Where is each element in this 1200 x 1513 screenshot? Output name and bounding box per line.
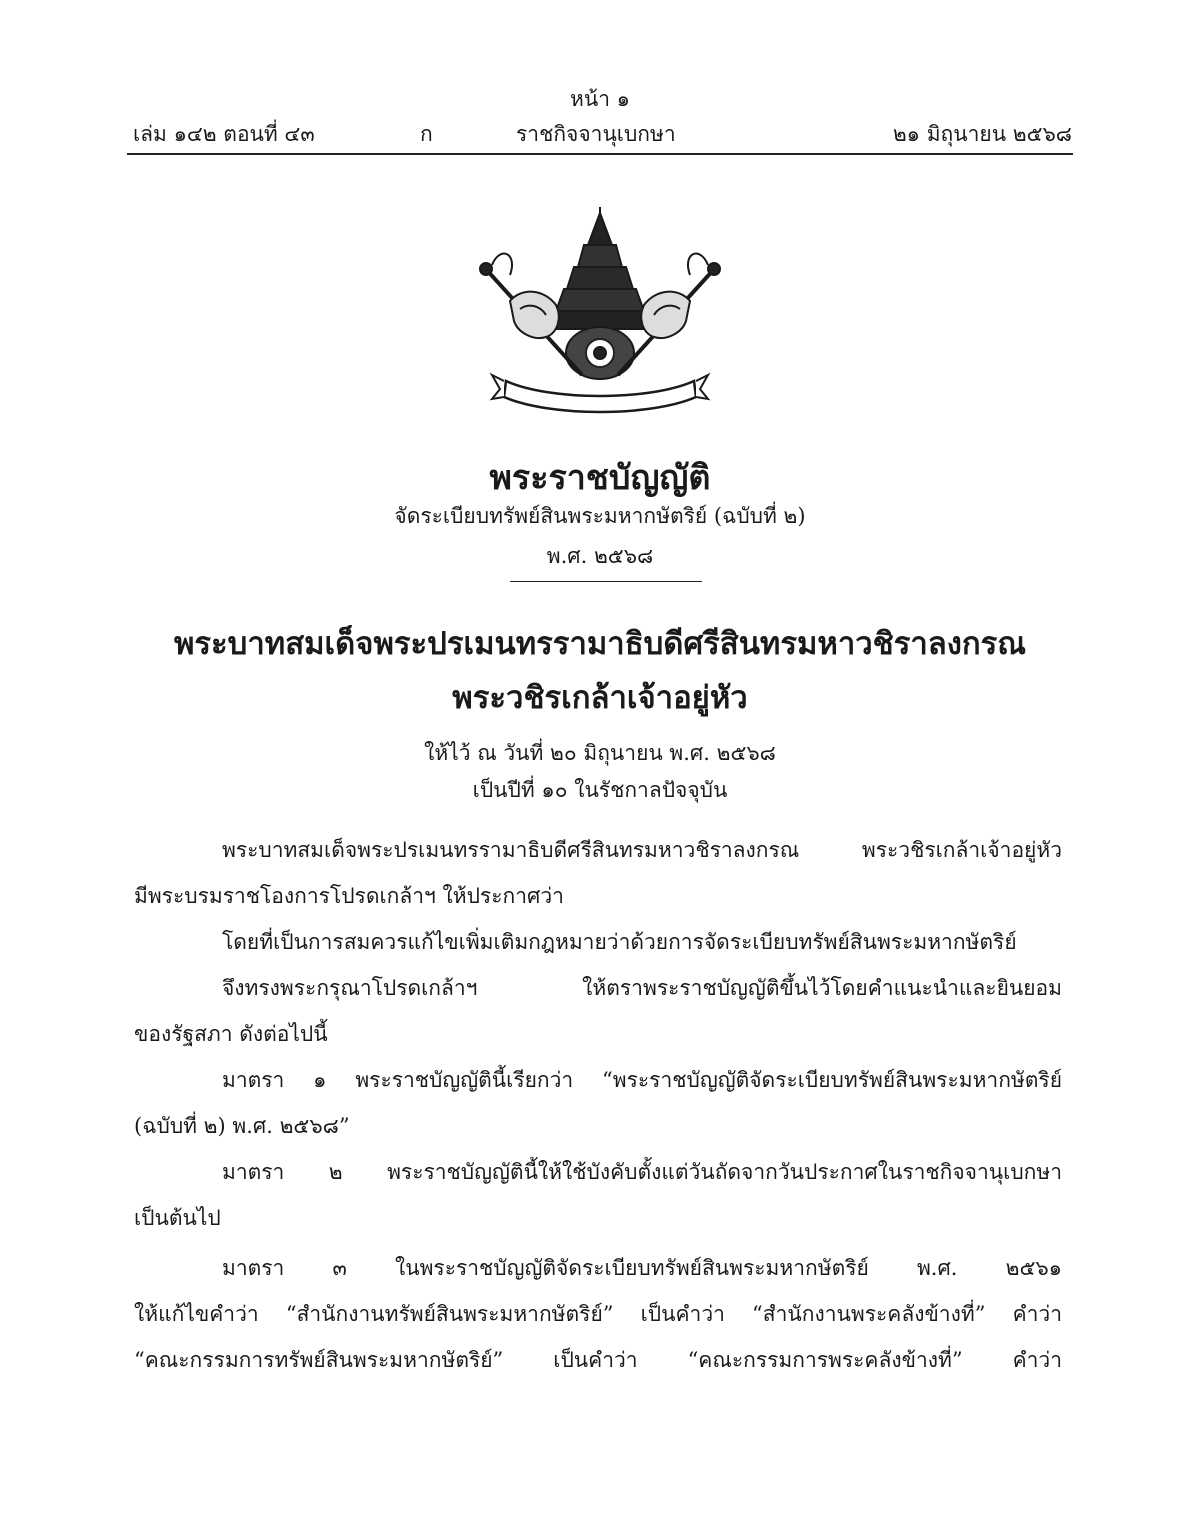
section-letter: ก bbox=[420, 122, 433, 146]
section-1-line-2: (ฉบับที่ ๒) พ.ศ. ๒๕๖๘” bbox=[134, 1114, 350, 1138]
reign-year: เป็นปีที่ ๑๐ ในรัชกาลปัจจุบัน bbox=[472, 778, 728, 802]
act-year: พ.ศ. ๒๕๖๘ bbox=[546, 544, 654, 568]
gazette-name: ราชกิจจานุเบกษา bbox=[516, 122, 676, 146]
preamble-line-2: มีพระบรมราชโองการโปรดเกล้าฯ ให้ประกาศว่า bbox=[134, 884, 564, 908]
king-name-line-1: พระบาทสมเด็จพระปรเมนทรรามาธิบดีศรีสินทรมหาวชิราลงกรณ bbox=[173, 626, 1027, 662]
header-rule bbox=[127, 153, 1073, 155]
king-name-line-2: พระวชิรเกล้าเจ้าอยู่หัว bbox=[452, 680, 748, 716]
given-date: ให้ไว้ ณ วันที่ ๒๐ มิถุนายน พ.ศ. ๒๕๖๘ bbox=[424, 741, 776, 765]
royal-garuda-seal-icon bbox=[470, 205, 730, 415]
enactment-line-2: ของรัฐสภา ดังต่อไปนี้ bbox=[134, 1022, 328, 1046]
act-subtitle: จัดระเบียบทรัพย์สินพระมหากษัตริย์ (ฉบับที่ ๒) bbox=[394, 504, 806, 528]
page-number: หน้า ๑ bbox=[570, 87, 630, 111]
section-3-line-3: “คณะกรรมการทรัพย์สินพระมหากษัตริย์” เป็นคำว่า “คณะกรรมการพระคลังข้างที่” คำว่า bbox=[134, 1348, 1062, 1372]
volume-issue: เล่ม ๑๔๒ ตอนที่ ๔๓ bbox=[133, 122, 315, 146]
enactment-line-1: จึงทรงพระกรุณาโปรดเกล้าฯ ให้ตราพระราชบัญญัติขึ้นไว้โดยคำแนะนำและยินยอม bbox=[222, 976, 1062, 1000]
recital-line: โดยที่เป็นการสมควรแก้ไขเพิ่มเติมกฎหมายว่าด้วยการจัดระเบียบทรัพย์สินพระมหากษัตริย์ bbox=[222, 930, 1017, 954]
preamble-line-1: พระบาทสมเด็จพระปรเมนทรรามาธิบดีศรีสินทรมหาวชิราลงกรณ พระวชิรเกล้าเจ้าอยู่หัว bbox=[222, 838, 1062, 862]
section-1-line-1: มาตรา ๑ พระราชบัญญัตินี้เรียกว่า “พระราชบัญญัติจัดระเบียบทรัพย์สินพระมหากษัตริย์ bbox=[222, 1068, 1062, 1092]
section-3-line-1: มาตรา ๓ ในพระราชบัญญัติจัดระเบียบทรัพย์สินพระมหากษัตริย์ พ.ศ. ๒๕๖๑ bbox=[222, 1256, 1062, 1280]
act-title: พระราชบัญญัติ bbox=[489, 458, 711, 498]
section-2-line-1: มาตรา ๒ พระราชบัญญัตินี้ให้ใช้บังคับตั้งแต่วันถัดจากวันประกาศในราชกิจจานุเบกษา bbox=[222, 1160, 1062, 1184]
title-rule bbox=[510, 581, 702, 582]
section-3-line-2: ให้แก้ไขคำว่า “สำนักงานทรัพย์สินพระมหากษัตริย์” เป็นคำว่า “สำนักงานพระคลังข้างที่” คำว่า bbox=[134, 1302, 1062, 1326]
section-2-line-2: เป็นต้นไป bbox=[134, 1206, 221, 1230]
publication-date: ๒๑ มิถุนายน ๒๕๖๘ bbox=[892, 122, 1072, 146]
